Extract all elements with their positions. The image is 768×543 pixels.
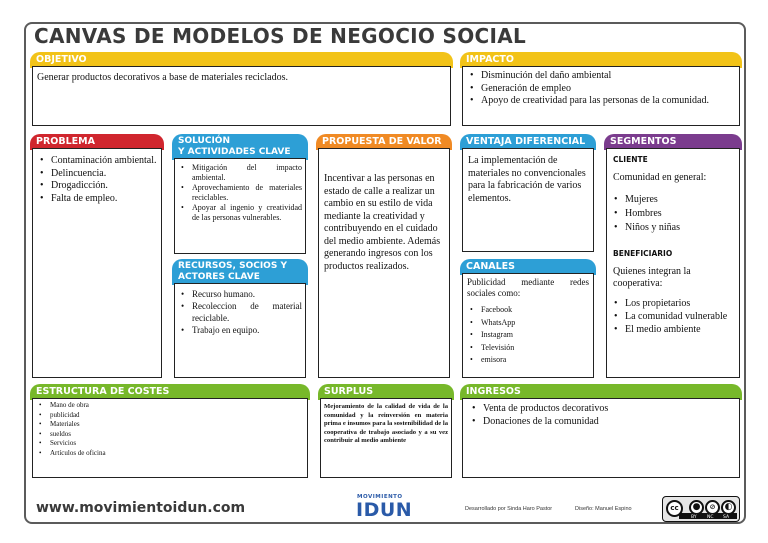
- list-item: • Televisión: [467, 342, 589, 355]
- surplus-body: [320, 398, 452, 478]
- costes-header: ESTRUCTURA DE COSTES: [30, 384, 310, 400]
- page-title: CANVAS DE MODELOS DE NEGOCIO SOCIAL: [34, 24, 527, 48]
- list-item: • Trabajo en equipo.: [178, 324, 302, 336]
- cc-icon: cc: [666, 500, 683, 517]
- list-item: • Los propietarios: [611, 297, 735, 310]
- impacto-list: [467, 70, 735, 108]
- impacto-card: [460, 52, 742, 126]
- propuesta-header: PROPUESTA DE VALOR: [316, 134, 452, 150]
- propuesta-text: Incentivar a las personas en estado de calle a realizar un cambio en su estilo de vida mediante la creatividad y contribuyendo en el cuidado del medio ambiente. Además generando ingresos con los productos realizados.: [324, 173, 441, 272]
- segmentos-card: [604, 134, 742, 378]
- ventaja-card: [460, 134, 596, 252]
- license-bar: [679, 513, 737, 519]
- list-item: • Disminución del daño ambiental: [467, 70, 735, 83]
- ventaja-body: [462, 148, 594, 252]
- list-item: • sueldos: [36, 430, 304, 440]
- credit-developer: Desarrollado por Sinda Haro Pastor: [465, 506, 553, 512]
- impacto-header: IMPACTO: [460, 52, 742, 68]
- costes-list: [36, 401, 304, 458]
- ingresos-list: [469, 403, 733, 428]
- problema-list: [37, 155, 157, 205]
- list-item: • El medio ambiente: [611, 323, 735, 336]
- recursos-card: [172, 259, 308, 378]
- propuesta-body: [318, 148, 450, 378]
- solucion-body: [174, 158, 306, 254]
- ingresos-header: INGRESOS: [460, 384, 742, 400]
- objetivo-card: [30, 52, 453, 126]
- by-person-icon: ●: [689, 500, 704, 515]
- impacto-body: [462, 66, 740, 126]
- solucion-header-line2: Y ACTIVIDADES CLAVE: [178, 147, 291, 157]
- list-item: • Apoyar al ingenio y creatividad de las personas vulnerables.: [178, 203, 302, 223]
- cliente-list: [611, 193, 735, 235]
- ingresos-card: [460, 384, 742, 478]
- list-item: • Mano de obra: [36, 401, 304, 411]
- list-item: • WhatsApp: [467, 317, 589, 330]
- list-item: • Mitigación del impacto ambiental.: [178, 163, 302, 183]
- beneficiario-list: [611, 297, 735, 336]
- list-item: • Recoleccion de material reciclable.: [178, 300, 302, 324]
- solucion-header: [172, 134, 308, 160]
- recursos-header: [172, 259, 308, 285]
- list-item: • Artículos de oficina: [36, 449, 304, 459]
- list-item: • Recurso humano.: [178, 288, 302, 300]
- objetivo-text: Generar productos decorativos a base de materiales reciclados.: [37, 72, 288, 83]
- list-item: • Aprovechamiento de materiales reciclables.: [178, 183, 302, 203]
- list-item: • publicidad: [36, 411, 304, 421]
- nc-dollar-icon: ⊘: [705, 500, 720, 515]
- list-item: • Apoyo de creatividad para las personas de la comunidad.: [467, 95, 735, 108]
- solucion-list: [178, 163, 302, 223]
- recursos-header-line2: ACTORES CLAVE: [178, 272, 260, 282]
- cliente-intro: Comunidad en general:: [613, 172, 707, 183]
- website-link[interactable]: www.movimientoidun.com: [36, 500, 246, 516]
- solucion-card: [172, 134, 308, 254]
- canales-list: [467, 304, 589, 367]
- creative-commons-badge: [662, 496, 740, 522]
- logo-idun: IDUN: [356, 499, 413, 521]
- list-item: • Niños y niñas: [611, 221, 735, 235]
- list-item: • Contaminación ambiental.: [37, 155, 157, 168]
- list-item: • Mujeres: [611, 193, 735, 207]
- license-sa-label: SA: [723, 515, 730, 520]
- list-item: • Instagram: [467, 329, 589, 342]
- list-item: • Servicios: [36, 439, 304, 449]
- segmentos-body: [606, 148, 740, 378]
- credit-design: Diseño: Manuel Espino: [575, 506, 632, 512]
- problema-header: PROBLEMA: [30, 134, 164, 150]
- surplus-header: SURPLUS: [318, 384, 454, 400]
- list-item: • emisora: [467, 354, 589, 367]
- list-item: • Materiales: [36, 420, 304, 430]
- recursos-body: [174, 283, 306, 378]
- list-item: • Drogadicción.: [37, 180, 157, 193]
- canales-body: [462, 273, 594, 378]
- costes-card: [30, 384, 310, 478]
- cliente-label: CLIENTE: [613, 155, 648, 164]
- list-item: • Falta de empleo.: [37, 193, 157, 206]
- canales-card: [460, 259, 596, 378]
- propuesta-card: [316, 134, 452, 378]
- surplus-card: [318, 384, 454, 478]
- ventaja-header: VENTAJA DIFERENCIAL: [460, 134, 596, 150]
- list-item: • La comunidad vulnerable: [611, 310, 735, 323]
- canales-intro: Publicidad mediante redes sociales como:: [467, 277, 589, 298]
- list-item: • Facebook: [467, 304, 589, 317]
- list-item: • Generación de empleo: [467, 83, 735, 96]
- recursos-header-line1: RECURSOS, SOCIOS Y: [178, 261, 287, 271]
- beneficiario-label: BENEFICIARIO: [613, 248, 673, 258]
- problema-body: [32, 148, 162, 378]
- solucion-header-line1: SOLUCIÓN: [178, 136, 230, 146]
- logo-movimiento-text: MOVIMIENTO: [357, 494, 403, 500]
- beneficiario-intro: Quienes integran la cooperativa:: [613, 265, 691, 289]
- recursos-list: [178, 288, 302, 336]
- segmentos-header: SEGMENTOS: [604, 134, 742, 150]
- objetivo-body: [32, 66, 451, 126]
- canales-header: CANALES: [460, 259, 596, 275]
- list-item: • Delincuencia.: [37, 168, 157, 181]
- list-item: • Venta de productos decorativos: [469, 403, 733, 416]
- objetivo-header: OBJETIVO: [30, 52, 453, 68]
- license-by-label: BY: [691, 515, 697, 520]
- costes-body: [32, 398, 308, 478]
- list-item: • Donaciones de la comunidad: [469, 416, 733, 429]
- sa-share-alike-icon: ◐: [721, 500, 736, 515]
- license-nc-label: NC: [707, 515, 714, 520]
- ventaja-text: La implementación de materiales no convencionales para la fabricación de varios elementos.: [468, 155, 586, 204]
- surplus-text: Mejoramiento de la calidad de vida de la comunidad y la reinversión en materia prima e insumos para la sostenibilidad de la cooperativa de trabajo asociado y a su vez contribuir al medio ambiente: [324, 403, 448, 445]
- problema-card: [30, 134, 164, 378]
- ingresos-body: [462, 398, 740, 478]
- list-item: • Hombres: [611, 207, 735, 221]
